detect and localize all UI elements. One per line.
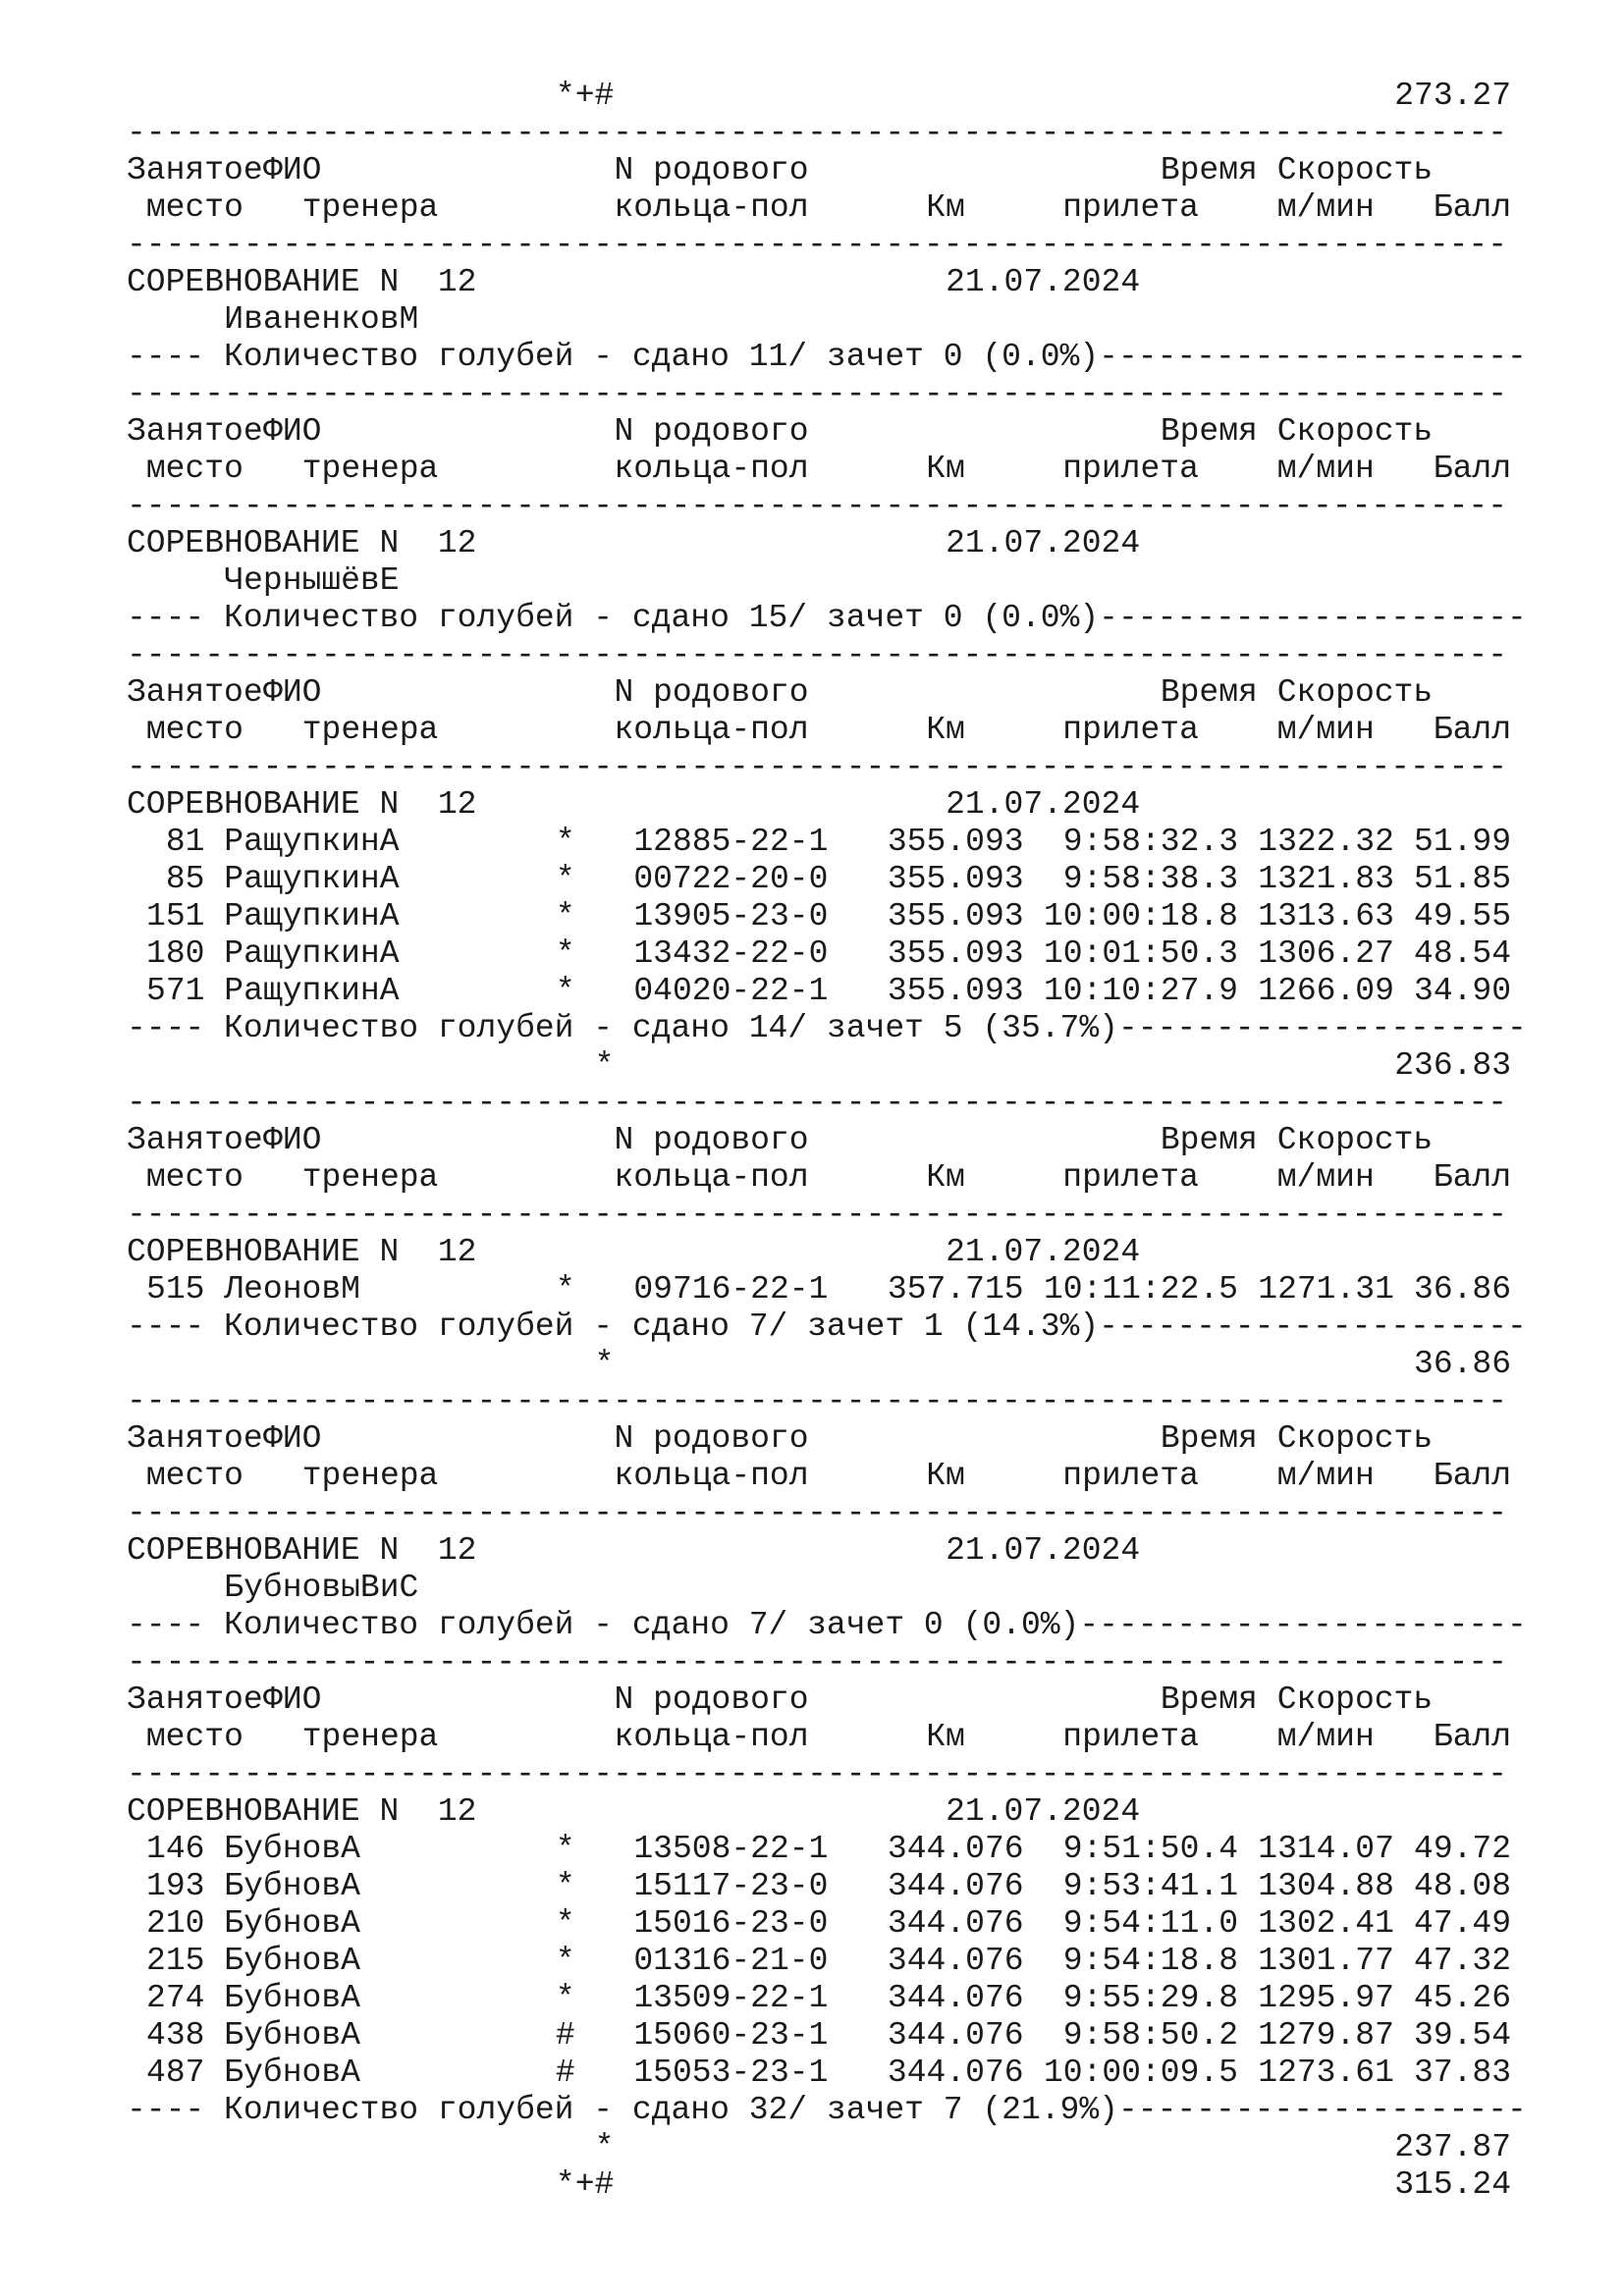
header-ring-2: кольца-пол [614, 712, 809, 748]
table-header-row-2 [127, 1458, 1550, 1495]
competition-title: СОРЕВНОВАНИЕ N 12 [127, 264, 477, 300]
row-ring: 12885-22-1 [633, 824, 829, 860]
table-row [127, 1943, 1550, 1980]
header-name-2: тренера [301, 189, 439, 226]
row-ring: 01316-21-0 [633, 1943, 829, 1979]
competition-row [127, 264, 1550, 301]
table-header-row-2 [127, 451, 1550, 488]
summary-text: ---- Количество голубей - сдано 32/ зачет 7 (21.9%)--------------------- [127, 2092, 1527, 2128]
row-ring: 13509-22-1 [633, 1980, 829, 2016]
header-score: Балл [1433, 712, 1512, 748]
table-row [127, 973, 1550, 1010]
competition-date: 21.07.2024 [946, 1532, 1141, 1569]
participant-name: БубновыВиС [224, 1570, 419, 1606]
row-name: ЛеоновМ [224, 1271, 360, 1308]
row-place: 487 [146, 2055, 205, 2091]
competition-row [127, 1793, 1550, 1831]
table-header-row-2 [127, 1719, 1550, 1756]
total-line [127, 1346, 1550, 1383]
row-score: 45.26 [1414, 1980, 1512, 2016]
separator-line [127, 1495, 1550, 1532]
header-km: Км [926, 1159, 965, 1196]
separator-line [127, 637, 1550, 674]
total-marker: *+# [555, 78, 615, 114]
table-header-row-2 [127, 189, 1550, 227]
row-mark: * [555, 861, 575, 897]
row-place: 193 [146, 1868, 205, 1904]
table-header-row-1 [127, 152, 1550, 189]
row-time: 9:54:11.0 [1062, 1905, 1238, 1942]
header-speed: Скорость [1276, 674, 1434, 711]
header-place-2: место [145, 1719, 244, 1755]
summary-text: ---- Количество голубей - сдано 11/ зачет 0 (0.0%)---------------------- [127, 339, 1527, 375]
competition-date: 21.07.2024 [946, 264, 1141, 300]
summary-row [127, 2092, 1550, 2129]
header-name: ФИО [263, 1682, 322, 1718]
table-header-row-1 [127, 1122, 1550, 1159]
row-ring: 15016-23-0 [633, 1905, 829, 1942]
competition-row [127, 1234, 1550, 1271]
separator-line [127, 1085, 1550, 1122]
header-place: Занятое [127, 1122, 263, 1158]
table-row [127, 824, 1550, 861]
row-ring: 13432-22-0 [633, 935, 829, 972]
row-time: 9:58:38.3 [1062, 861, 1238, 897]
row-speed: 1322.32 [1258, 824, 1394, 860]
header-place: Занятое [127, 413, 263, 450]
header-place: Занятое [127, 1420, 263, 1457]
header-ring-2: кольца-пол [614, 451, 809, 487]
row-km: 355.093 [887, 935, 1024, 972]
row-mark: * [555, 1905, 575, 1942]
header-score: Балл [1433, 1159, 1512, 1196]
header-ring: N родового [614, 1682, 809, 1718]
row-score: 47.32 [1414, 1943, 1512, 1979]
row-mark: # [555, 2055, 575, 2091]
participant-name: ЧернышёвЕ [224, 562, 400, 599]
total-value: 236.83 [1394, 1047, 1512, 1084]
row-km: 344.076 [887, 2017, 1024, 2054]
header-name: ФИО [263, 1122, 322, 1158]
total-line [127, 1047, 1550, 1085]
separator-line [127, 488, 1550, 525]
row-time: 10:10:27.9 [1043, 973, 1238, 1009]
total-value: 237.87 [1394, 2129, 1512, 2165]
row-name: БубновА [224, 1943, 360, 1979]
header-score: Балл [1433, 1458, 1512, 1494]
header-time-2: прилета [1062, 189, 1199, 226]
row-ring: 15117-23-0 [633, 1868, 829, 1904]
header-speed: Скорость [1276, 1420, 1434, 1457]
row-time: 9:55:29.8 [1062, 1980, 1238, 2016]
header-speed: Скорость [1276, 413, 1434, 450]
competition-row [127, 1532, 1550, 1570]
row-name: РащупкинА [224, 898, 400, 934]
table-row [127, 1868, 1550, 1905]
summary-text: ---- Количество голубей - сдано 14/ зачет 5 (35.7%)--------------------- [127, 1010, 1527, 1046]
row-name: РащупкинА [224, 973, 400, 1009]
header-time-2: прилета [1062, 712, 1199, 748]
row-score: 37.83 [1414, 2055, 1512, 2091]
row-km: 344.076 [887, 2055, 1024, 2091]
row-speed: 1273.61 [1258, 2055, 1394, 2091]
row-speed: 1301.77 [1258, 1943, 1394, 1979]
header-name: ФИО [263, 413, 322, 450]
header-speed-2: м/мин [1276, 712, 1375, 748]
row-score: 34.90 [1414, 973, 1512, 1009]
table-row [127, 1831, 1550, 1868]
header-place: Занятое [127, 1682, 263, 1718]
header-km: Км [926, 1458, 965, 1494]
row-name: БубновА [224, 2017, 360, 2054]
header-score: Балл [1433, 451, 1512, 487]
row-score: 36.86 [1414, 1271, 1512, 1308]
total-marker: * [594, 2129, 615, 2165]
row-speed: 1279.87 [1258, 2017, 1394, 2054]
header-place-2: место [145, 189, 244, 226]
row-km: 344.076 [887, 1905, 1024, 1942]
row-score: 49.72 [1414, 1831, 1512, 1867]
row-place: 210 [146, 1905, 205, 1942]
separator: ----------------------------------------------------------------------- [127, 488, 1508, 524]
separator: ----------------------------------------------------------------------- [127, 1085, 1508, 1121]
row-name: БубновА [224, 1905, 360, 1942]
header-time: Время [1160, 152, 1258, 188]
competition-title: СОРЕВНОВАНИЕ N 12 [127, 1234, 477, 1270]
header-score: Балл [1433, 1719, 1512, 1755]
row-place: 274 [146, 1980, 205, 2016]
row-name: БубновА [224, 1831, 360, 1867]
row-km: 344.076 [887, 1831, 1024, 1867]
competition-title: СОРЕВНОВАНИЕ N 12 [127, 1532, 477, 1569]
header-time-2: прилета [1062, 451, 1199, 487]
row-time: 9:51:50.4 [1062, 1831, 1238, 1867]
competition-title: СОРЕВНОВАНИЕ N 12 [127, 1793, 477, 1830]
summary-text: ---- Количество голубей - сдано 7/ зачет 1 (14.3%)---------------------- [127, 1308, 1527, 1345]
row-mark: * [555, 1271, 575, 1308]
row-mark: * [555, 935, 575, 972]
header-time: Время [1160, 674, 1258, 711]
header-place: Занятое [127, 152, 263, 188]
row-mark: * [555, 1943, 575, 1979]
row-score: 49.55 [1414, 898, 1512, 934]
header-place-2: место [145, 451, 244, 487]
header-name: ФИО [263, 674, 322, 711]
table-row [127, 1980, 1550, 2017]
row-speed: 1271.31 [1258, 1271, 1394, 1308]
row-mark: * [555, 1831, 575, 1867]
row-name: БубновА [224, 1980, 360, 2016]
separator: ----------------------------------------------------------------------- [127, 1756, 1508, 1792]
header-ring-2: кольца-пол [614, 1719, 809, 1755]
table-header-row-1 [127, 1682, 1550, 1719]
separator: ----------------------------------------------------------------------- [127, 749, 1508, 785]
row-ring: 04020-22-1 [633, 973, 829, 1009]
row-km: 344.076 [887, 1943, 1024, 1979]
total-marker: * [594, 1346, 615, 1382]
row-name: БубновА [224, 1868, 360, 1904]
row-time: 10:01:50.3 [1043, 935, 1238, 972]
row-name: РащупкинА [224, 861, 400, 897]
row-speed: 1304.88 [1258, 1868, 1394, 1904]
header-place-2: место [145, 712, 244, 748]
row-km: 355.093 [887, 898, 1024, 934]
header-km: Км [926, 1719, 965, 1755]
row-speed: 1321.83 [1258, 861, 1394, 897]
row-score: 48.54 [1414, 935, 1512, 972]
table-row [127, 2017, 1550, 2055]
row-mark: * [555, 1980, 575, 2016]
row-score: 51.99 [1414, 824, 1512, 860]
summary-row [127, 600, 1550, 637]
row-km: 357.715 [887, 1271, 1024, 1308]
row-place: 438 [146, 2017, 205, 2054]
row-ring: 00722-20-0 [633, 861, 829, 897]
table-header-row-2 [127, 712, 1550, 749]
header-speed: Скорость [1276, 1682, 1434, 1718]
row-place: 146 [146, 1831, 205, 1867]
row-mark: # [555, 2017, 575, 2054]
header-ring: N родового [614, 1122, 809, 1158]
table-row [127, 2055, 1550, 2092]
competition-row [127, 786, 1550, 824]
header-place: Занятое [127, 674, 263, 711]
header-km: Км [926, 451, 965, 487]
row-time: 10:00:09.5 [1043, 2055, 1238, 2091]
row-time: 10:11:22.5 [1043, 1271, 1238, 1308]
row-km: 344.076 [887, 1980, 1024, 2016]
participant-row [127, 1570, 1550, 1607]
header-ring: N родового [614, 413, 809, 450]
header-name-2: тренера [301, 712, 439, 748]
table-row [127, 1905, 1550, 1943]
row-place: 81 [165, 824, 205, 860]
summary-row [127, 1308, 1550, 1346]
row-place: 151 [146, 898, 205, 934]
separator: ----------------------------------------------------------------------- [127, 115, 1508, 151]
separator: ----------------------------------------------------------------------- [127, 637, 1508, 673]
header-time: Время [1160, 1420, 1258, 1457]
row-mark: * [555, 1868, 575, 1904]
header-speed-2: м/мин [1276, 189, 1375, 226]
row-score: 48.08 [1414, 1868, 1512, 1904]
row-mark: * [555, 898, 575, 934]
separator: ----------------------------------------------------------------------- [127, 1383, 1508, 1419]
row-time: 9:58:32.3 [1062, 824, 1238, 860]
row-place: 85 [165, 861, 205, 897]
row-speed: 1313.63 [1258, 898, 1394, 934]
competition-date: 21.07.2024 [946, 1234, 1141, 1270]
header-name-2: тренера [301, 1719, 439, 1755]
competition-title: СОРЕВНОВАНИЕ N 12 [127, 786, 477, 823]
row-place: 180 [146, 935, 205, 972]
total-line [127, 2166, 1550, 2204]
table-row [127, 1271, 1550, 1308]
separator: ----------------------------------------------------------------------- [127, 227, 1508, 263]
separator-line [127, 115, 1550, 152]
header-time: Время [1160, 1122, 1258, 1158]
row-ring: 13508-22-1 [633, 1831, 829, 1867]
header-km: Км [926, 712, 965, 748]
summary-row [127, 1010, 1550, 1047]
header-place-2: место [145, 1159, 244, 1196]
header-time: Время [1160, 413, 1258, 450]
header-time-2: прилета [1062, 1458, 1199, 1494]
table-header-row-1 [127, 1420, 1550, 1458]
row-speed: 1295.97 [1258, 1980, 1394, 2016]
summary-text: ---- Количество голубей - сдано 15/ зачет 0 (0.0%)---------------------- [127, 600, 1527, 636]
row-speed: 1306.27 [1258, 935, 1394, 972]
row-time: 9:54:18.8 [1062, 1943, 1238, 1979]
header-score: Балл [1433, 189, 1512, 226]
header-ring: N родового [614, 674, 809, 711]
total-value: 315.24 [1394, 2166, 1512, 2203]
row-mark: * [555, 824, 575, 860]
header-ring-2: кольца-пол [614, 189, 809, 226]
separator: ----------------------------------------------------------------------- [127, 376, 1508, 412]
row-time: 9:53:41.1 [1062, 1868, 1238, 1904]
participant-name: ИваненковМ [224, 301, 419, 338]
row-score: 39.54 [1414, 2017, 1512, 2054]
header-name-2: тренера [301, 1458, 439, 1494]
header-time-2: прилета [1062, 1159, 1199, 1196]
separator-line [127, 1756, 1550, 1793]
row-score: 51.85 [1414, 861, 1512, 897]
separator-line [127, 1644, 1550, 1682]
separator-line [127, 376, 1550, 413]
summary-text: ---- Количество голубей - сдано 7/ зачет 0 (0.0%)----------------------- [127, 1607, 1527, 1643]
row-name: РащупкинА [224, 824, 400, 860]
total-line [127, 2129, 1550, 2166]
summary-row [127, 339, 1550, 376]
total-value: 36.86 [1414, 1346, 1512, 1382]
row-place: 571 [146, 973, 205, 1009]
header-speed-2: м/мин [1276, 1159, 1375, 1196]
header-ring-2: кольца-пол [614, 1159, 809, 1196]
header-ring: N родового [614, 1420, 809, 1457]
total-value: 273.27 [1394, 78, 1512, 114]
participant-row [127, 301, 1550, 339]
header-name-2: тренера [301, 1159, 439, 1196]
separator-line [127, 1383, 1550, 1420]
table-row [127, 898, 1550, 935]
header-name: ФИО [263, 1420, 322, 1457]
row-name: БубновА [224, 2055, 360, 2091]
participant-row [127, 562, 1550, 600]
separator-line [127, 749, 1550, 786]
total-marker: * [594, 1047, 615, 1084]
row-ring: 15060-23-1 [633, 2017, 829, 2054]
row-mark: * [555, 973, 575, 1009]
row-ring: 15053-23-1 [633, 2055, 829, 2091]
row-time: 9:58:50.2 [1062, 2017, 1238, 2054]
table-row [127, 935, 1550, 973]
competition-row [127, 525, 1550, 562]
competition-date: 21.07.2024 [946, 525, 1141, 561]
table-header-row-2 [127, 1159, 1550, 1197]
row-km: 355.093 [887, 861, 1024, 897]
header-speed-2: м/мин [1276, 1719, 1375, 1755]
separator: ----------------------------------------------------------------------- [127, 1495, 1508, 1531]
row-speed: 1266.09 [1258, 973, 1394, 1009]
row-km: 355.093 [887, 824, 1024, 860]
total-line [127, 78, 1550, 115]
header-name-2: тренера [301, 451, 439, 487]
row-speed: 1314.07 [1258, 1831, 1394, 1867]
table-row [127, 861, 1550, 898]
separator-line [127, 227, 1550, 264]
row-place: 515 [146, 1271, 205, 1308]
header-speed: Скорость [1276, 152, 1434, 188]
header-ring-2: кольца-пол [614, 1458, 809, 1494]
table-header-row-1 [127, 413, 1550, 451]
header-name: ФИО [263, 152, 322, 188]
separator-line [127, 1197, 1550, 1234]
header-time: Время [1160, 1682, 1258, 1718]
row-km: 355.093 [887, 973, 1024, 1009]
competition-title: СОРЕВНОВАНИЕ N 12 [127, 525, 477, 561]
row-place: 215 [146, 1943, 205, 1979]
separator: ----------------------------------------------------------------------- [127, 1197, 1508, 1233]
table-header-row-1 [127, 674, 1550, 712]
header-km: Км [926, 189, 965, 226]
total-marker: *+# [555, 2166, 615, 2203]
row-ring: 13905-23-0 [633, 898, 829, 934]
row-speed: 1302.41 [1258, 1905, 1394, 1942]
header-place-2: место [145, 1458, 244, 1494]
header-time-2: прилета [1062, 1719, 1199, 1755]
row-ring: 09716-22-1 [633, 1271, 829, 1308]
summary-row [127, 1607, 1550, 1644]
row-time: 10:00:18.8 [1043, 898, 1238, 934]
row-name: РащупкинА [224, 935, 400, 972]
header-speed-2: м/мин [1276, 1458, 1375, 1494]
separator: ----------------------------------------------------------------------- [127, 1644, 1508, 1681]
header-ring: N родового [614, 152, 809, 188]
competition-date: 21.07.2024 [946, 1793, 1141, 1830]
competition-date: 21.07.2024 [946, 786, 1141, 823]
row-score: 47.49 [1414, 1905, 1512, 1942]
row-km: 344.076 [887, 1868, 1024, 1904]
header-speed-2: м/мин [1276, 451, 1375, 487]
header-speed: Скорость [1276, 1122, 1434, 1158]
